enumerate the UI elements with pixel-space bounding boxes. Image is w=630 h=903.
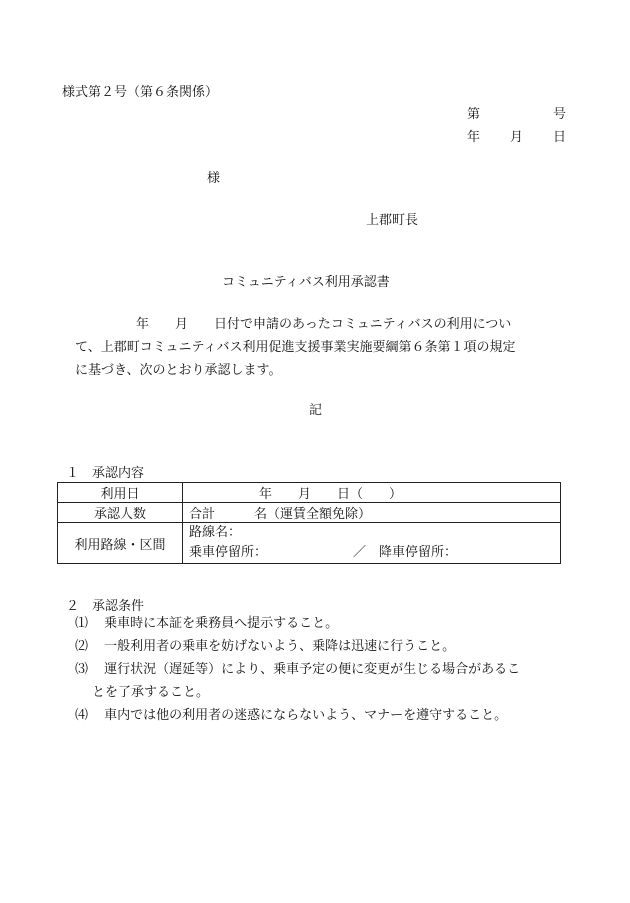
condition-2 [75, 635, 455, 658]
section1-heading: １ 承認内容 [66, 466, 145, 481]
table-row [58, 523, 561, 564]
condition-text: 一般利用者の乗車を妨げないよう、乗降は迅速に行うこと。 [104, 639, 456, 654]
condition-text: 運行状況（遅延等）により、乗車予定の便に変更が生じる場合があるこ [104, 662, 521, 677]
issuer: 上郡町長 [366, 213, 419, 228]
people-count-label: 承認人数 [58, 503, 183, 523]
condition-number: ⑶ [75, 662, 89, 677]
condition-number: ⑷ [75, 708, 89, 723]
table-row [58, 503, 561, 523]
usage-date-label: 利用日 [58, 483, 183, 503]
doc-number-prefix: 第 [467, 107, 481, 122]
usage-date-value: 年 月 日（ ） [183, 483, 561, 503]
condition-3-continuation: とを了承すること。 [92, 685, 210, 700]
condition-4 [75, 704, 507, 727]
body-paragraph [75, 313, 575, 382]
body-line-1: 年 月 日付で申請のあったコミュニティバスの利用につい [136, 317, 512, 332]
form-number: 様式第２号（第６条関係） [62, 85, 219, 100]
approval-table [57, 482, 561, 564]
date-day: 日 [553, 130, 567, 145]
alighting-stop: ／ 降車停留所： [353, 545, 458, 560]
body-line-2: て、上郡町コミュニティバス利用促進支援事業実施要綱第６条第１項の規定 [75, 340, 516, 355]
condition-text: 車内では他の利用者の迷惑にならないよう、マナーを遵守すること。 [104, 708, 508, 723]
condition-1 [75, 612, 338, 635]
doc-number-suffix: 号 [553, 107, 567, 122]
route-label: 利用路線・区間 [58, 523, 183, 564]
date-month: 月 [510, 130, 524, 145]
ki-mark: 記 [309, 403, 323, 418]
condition-number: ⑴ [75, 616, 89, 631]
route-value [183, 523, 561, 564]
boarding-stop: 乗車停留所： [189, 545, 268, 560]
body-line-3: に基づき、次のとおり承認します。 [75, 363, 282, 378]
condition-text: 乗車時に本証を乗務員へ提示すること。 [104, 616, 339, 631]
addressee-suffix: 様 [207, 171, 221, 186]
date-year: 年 [467, 130, 481, 145]
section2-heading: ２ 承認条件 [66, 599, 145, 614]
route-name: 路線名： [189, 525, 242, 540]
condition-3 [75, 658, 520, 681]
document-title: コミュニティバス利用承認書 [222, 275, 390, 290]
condition-number: ⑵ [75, 639, 89, 654]
people-count-value: 合計 名（運賃全額免除） [183, 503, 561, 523]
table-row [58, 483, 561, 503]
